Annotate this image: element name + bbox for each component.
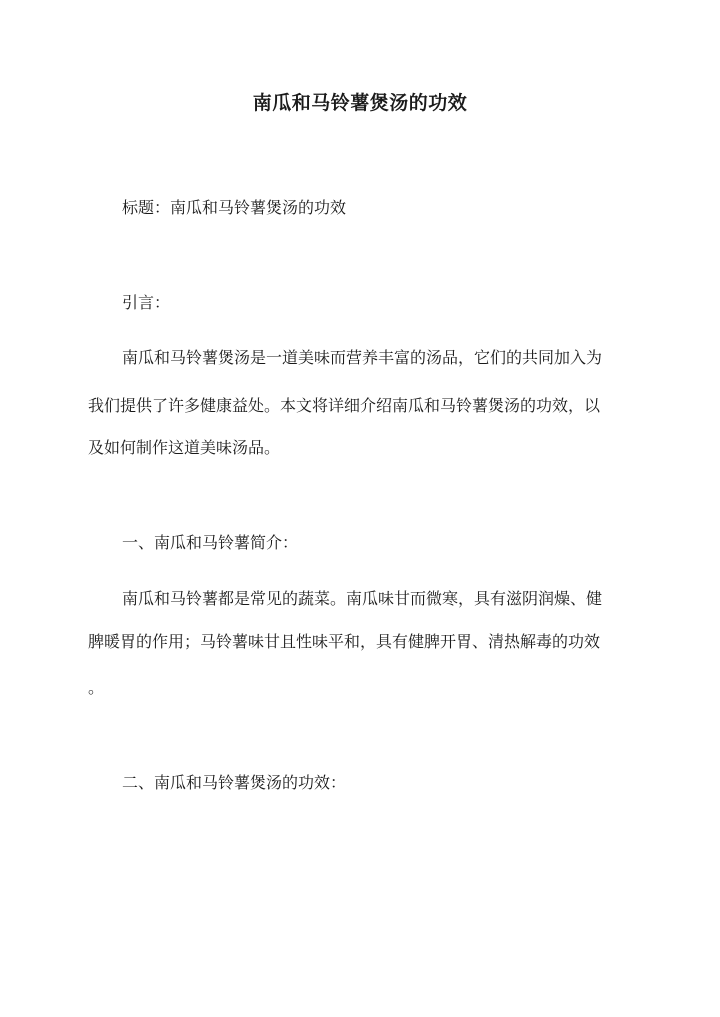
subtitle-line: 标题：南瓜和马铃薯煲汤的功效 <box>122 198 347 217</box>
section2-heading: 二、南瓜和马铃薯煲汤的功效： <box>122 773 347 792</box>
intro-paragraph-line: 及如何制作这道美味汤品。 <box>88 438 281 457</box>
section1-paragraph-line: 。 <box>88 678 105 697</box>
section1-paragraph-line: 南瓜和马铃薯都是常见的蔬菜。南瓜味甘而微寒，具有滋阴润燥、健 <box>122 589 603 608</box>
section1-heading: 一、南瓜和马铃薯简介： <box>122 533 299 552</box>
document-title: 南瓜和马铃薯煲汤的功效 <box>252 92 468 114</box>
intro-paragraph-line: 我们提供了许多健康益处。本文将详细介绍南瓜和马铃薯煲汤的功效，以 <box>88 396 601 415</box>
section1-paragraph-line: 脾暖胃的作用；马铃薯味甘且性味平和，具有健脾开胃、清热解毒的功效 <box>88 632 601 651</box>
intro-paragraph-line: 南瓜和马铃薯煲汤是一道美味而营养丰富的汤品，它们的共同加入为 <box>122 348 603 367</box>
intro-heading: 引言： <box>122 293 171 312</box>
